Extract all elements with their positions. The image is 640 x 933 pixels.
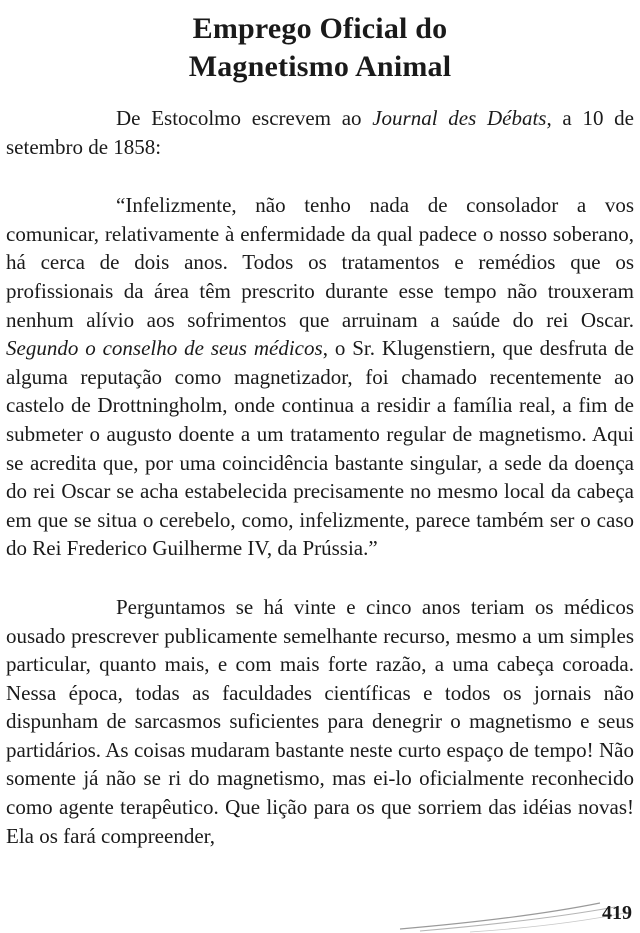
paragraph-intro [6, 104, 634, 161]
page-title [0, 10, 640, 86]
page-number: 419 [602, 902, 632, 924]
page-footer [0, 895, 640, 933]
article-body [6, 104, 634, 850]
paragraph-quote-text-b: , o Sr. Klugenstiern, que desfruta de alguma reputação como magnetizador, foi chamado recentemente ao castelo de Drottningholm, onde continua a residir a família real, a fim de submeter o augusto doente a um tratamento regular de magnetismo. Aqui se acredita que, por uma coincidência bastante singular, a sede da doença do rei Oscar se acha estabelecida precisamente no mesmo local da cabeça em que se situa o cerebelo, como, infelizmente, parece também ser o caso do Rei Frederico Guilherme IV, da Prússia.” [6, 336, 634, 561]
journal-name: Journal des Débats [372, 106, 547, 130]
title-line-2: Magnetismo Animal [188, 50, 452, 83]
decorative-swoosh-icon [0, 895, 640, 933]
paragraph-quote [6, 191, 634, 563]
paragraph-intro-text-a: De Estocolmo escrevem ao [116, 106, 373, 130]
paragraph-commentary: Perguntamos se há vinte e cinco anos teriam os médicos ousado prescrever publicamente semelhante recurso, mesmo a um simples particular, quanto mais, e com mais forte razão, a uma cabeça coroada. Nessa época, todas as faculdades científicas e todos os jornais não dispunham de sarcasmos suficientes para denegrir o magnetismo e seus partidários. As coisas mudaram bastante neste curto espaço de tempo! Não somente já não se ri do magnetismo, mas ei-lo oficialmente reconhecido como agente terapêutico. Que lição para os que sorriem das idéias novas! Ela os fará compreender, [6, 594, 634, 848]
quote-italic-phrase: Segundo o conselho de seus médicos [6, 336, 323, 361]
paragraph-quote-text-a: “Infelizmente, não tenho nada de consolador a vos comunicar, relativamente à enfermidade da qual padece o nosso soberano, há cerca de dois anos. Todos os tratamentos e remédios que os profissionais da área têm prescrito durante esse tempo não trouxeram nenhum alívio aos sofrimentos que arruinam a saúde do rei Oscar. [6, 193, 634, 332]
title-line-1: Emprego Oficial do [192, 12, 448, 45]
paragraph-intro-text-b: , a 10 de setembro de 1858: [6, 106, 634, 159]
